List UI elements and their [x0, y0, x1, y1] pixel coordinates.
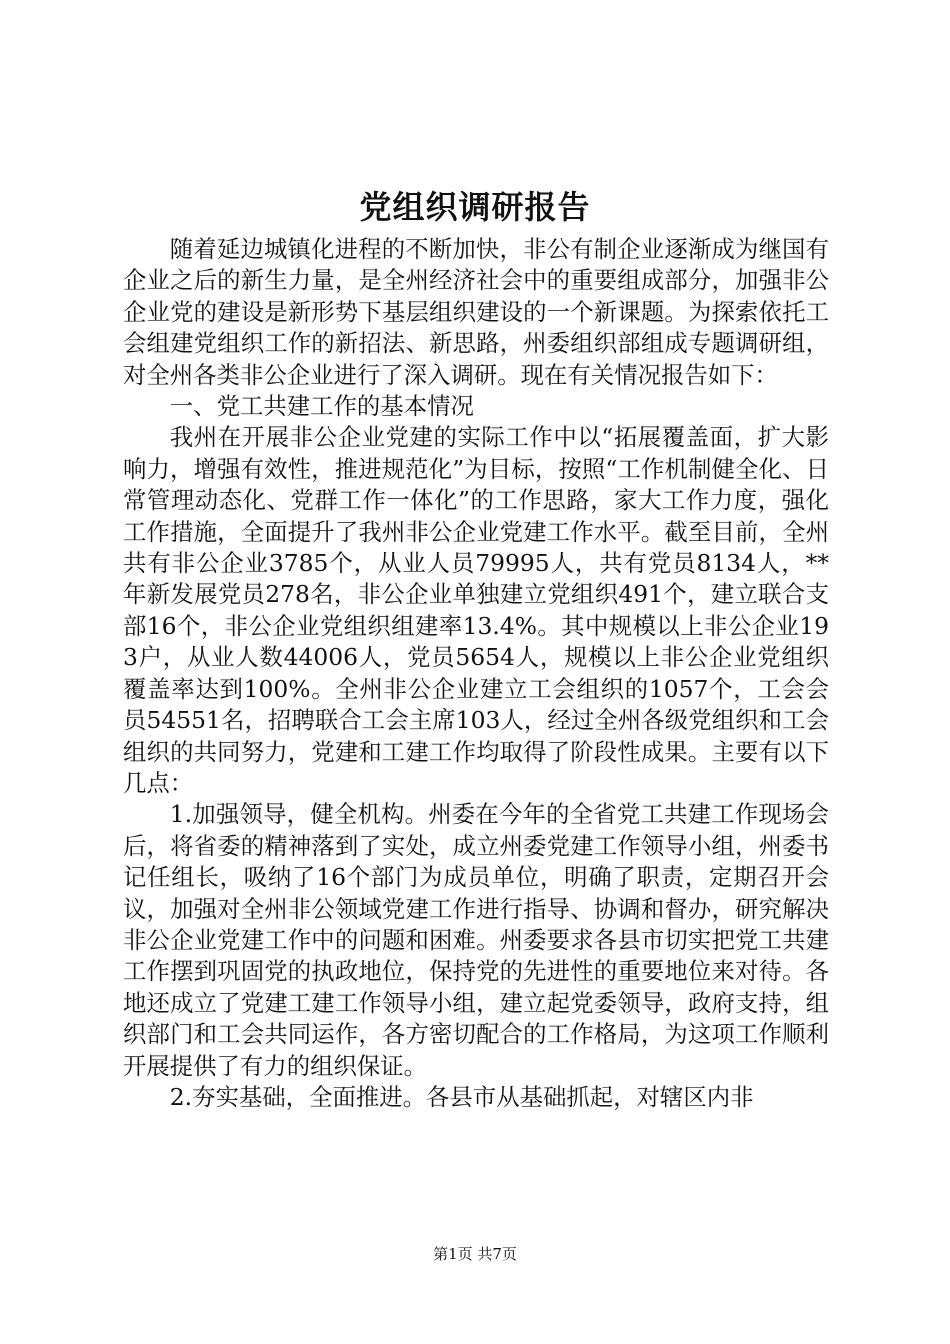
section-heading: 一、党工共建工作的基本情况	[169, 392, 474, 421]
paragraph-overview: 我州在开展非公企业党建的实际工作中以“拓展覆盖面，扩大影响力，增强有效性，推进规范化”为目标，按照“工作机制健全化、日常管理动态化、党群工作一体化”的工作思路，家大工作力度，强化工作措施，全面提升了我州非公企业党建工作水平。截至目前，全州共有非公企业3785个，从业人员79995人，共有党员8134人，**年新发展党员278名，非公企业单独建立党组织491个，建立联合支部16个，非公企业党组织组建率13.4%。其中规模以上非公企业193户，从业人数44006人，党员5654人，规模以上非公企业党组织覆盖率达到100%。全州非公企业建立工会组织的1057个，工会会员54551名，招聘联合工会主席103人，经过全州各级党组织和工会组织的共同努力，党建和工建工作均取得了阶段性成果。主要有以下几点：	[123, 423, 829, 797]
paragraph-intro: 随着延边城镇化进程的不断加快，非公有制企业逐渐成为继国有企业之后的新生力量，是全州经济社会中的重要组成部分，加强非公企业党的建设是新形势下基层组织建设的一个新课题。为探索依托工会组建党组织工作的新招法、新思路，州委组织部组成专题调研组，对全州各类非公企业进行了深入调研。现在有关情况报告如下：	[123, 235, 829, 389]
document-body	[123, 234, 829, 1113]
paragraph-point-1: 1.加强领导，健全机构。州委在今年的全省党工共建工作现场会后，将省委的精神落到了实处，成立州委党建工作领导小组，州委书记任组长，吸纳了16个部门为成员单位，明确了职责，定期召开会议，加强对全州非公领域党建工作进行指导、协调和督办，研究解决非公企业党建工作中的问题和困难。州委要求各县市切实把党工共建工作摆到巩固党的执政地位，保持党的先进性的重要地位来对待。各地还成立了党建工建工作领导小组，建立起党委领导，政府支持，组织部门和工会共同运作，各方密切配合的工作格局，为这项工作顺利开展提供了有力的组织保证。	[123, 800, 829, 1080]
page-number-footer: 第1页 共7页	[433, 1245, 517, 1263]
paragraph-point-2: 2.夯实基础，全面推进。各县市从基础抓起，对辖区内非	[169, 1082, 754, 1111]
document-title: 党组织调研报告	[359, 188, 591, 226]
